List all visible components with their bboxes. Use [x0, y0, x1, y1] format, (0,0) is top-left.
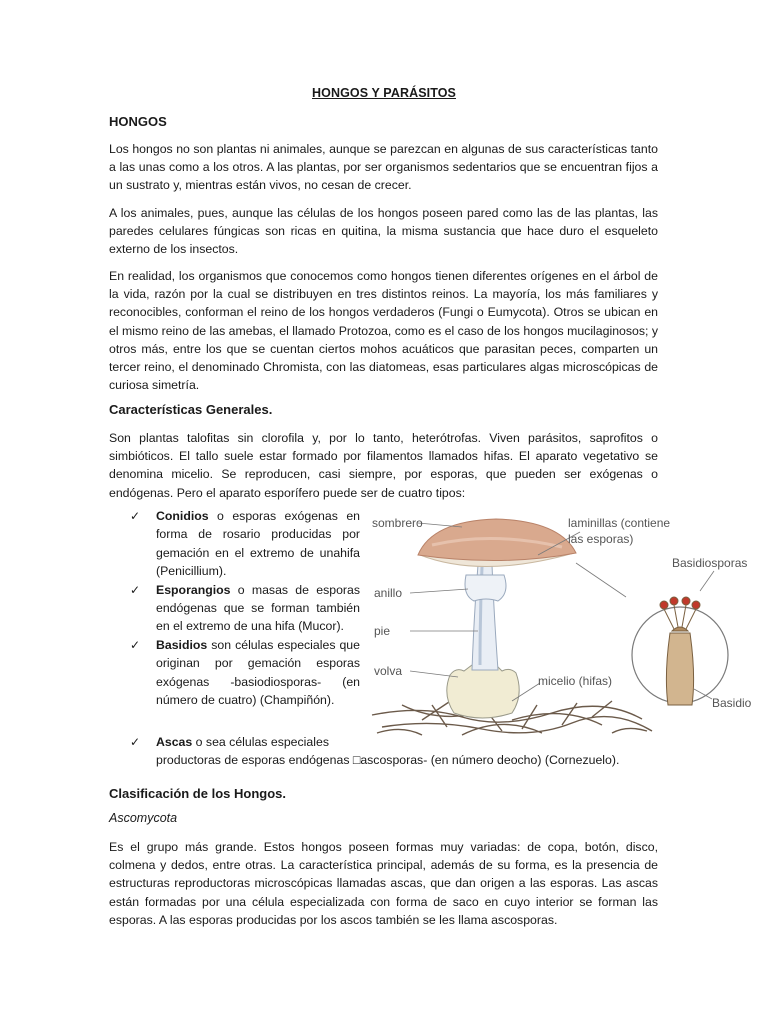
list-item-continuation: productoras de esporas endógenas □ascosporas- (en número deocho) (Cornezuelo). [156, 753, 620, 767]
list-item-term: Conidios [156, 509, 209, 523]
paragraph-ascomycota: Es el grupo más grande. Estos hongos poseen formas muy variadas: de copa, botón, disco, colmena y dedos, entre otras. La característica principal, además de su forma, es la presencia de estructuras reproductoras microscópicas llamadas ascas, que dan origen a las esporas. Las ascas están formadas por una célula especializada con forma de saco en cuyo interior se forman las esporas. A las esporas producidas por los ascos también se les llama ascosporas. [109, 840, 658, 927]
section-heading-hongos: HONGOS [109, 114, 167, 129]
list-item-term: Ascas [156, 735, 193, 749]
check-icon: ✓ [130, 637, 141, 652]
list-item-term: Basidios [156, 637, 208, 652]
mushroom-illustration [362, 505, 762, 755]
check-icon: ✓ [130, 509, 141, 523]
list-item [130, 733, 370, 751]
label-micelio: micelio (hifas) [538, 674, 613, 688]
list-item-text: o esporas exógenas en forma de rosario producidas por gemación en el extremo de unahifa (Penicillium). [156, 509, 360, 579]
label-laminillas-2: las esporas) [568, 532, 634, 546]
list-item [130, 507, 360, 581]
list-item [130, 581, 360, 636]
mushroom-diagram [362, 505, 762, 755]
list-item-text: o sea células especiales [192, 735, 329, 749]
section-heading-caracteristicas: Características Generales. [109, 402, 273, 417]
spore-types-list [130, 507, 360, 709]
list-item-text: son células especiales que originan por gemación esporas exógenas -basiodiosporas- (en número de cuatro) (Champiñón). [156, 637, 360, 708]
basidium-shape [666, 633, 693, 705]
section-heading-clasificacion: Clasificación de los Hongos. [109, 786, 286, 801]
paragraph-2: A los animales, pues, aunque las células de los hongos poseen pared como las de las plantas, las paredes celulares fúngicas son ricas en quitina, la misma sustancia que hace duro el esqueleto externo de los insectos. [109, 206, 658, 257]
paragraph-1: Los hongos no son plantas ni animales, aunque se parezcan en algunas de sus características tanto a las unas como a los otros. A las plantas, por ser organismos sedentarios que se encuentran fijos a un sustrato y, mientras están vivos, no cesan de crecer. [109, 142, 658, 193]
document-title: HONGOS Y PARÁSITOS [312, 86, 456, 100]
check-icon: ✓ [130, 582, 141, 597]
list-item-term: Esporangios [156, 582, 231, 597]
label-pie: pie [374, 624, 391, 638]
label-volva: volva [374, 664, 403, 678]
subsection-heading-ascomycota: Ascomycota [109, 811, 178, 825]
label-laminillas-1: laminillas (contiene [568, 516, 671, 530]
label-sombrero: sombrero [372, 516, 423, 530]
paragraph-3: En realidad, los organismos que conocemos como hongos tienen diferentes orígenes en el árbol de la vida, razón por la cual se distribuyen en tres distintos reinos. La mayoría, los más familiares y reconocibles, conforman el reino de los hongos verdaderos (Fungi o Eumycota). Otros se ubican en el mismo reino de las amebas, el llamado Protozoa, como es el caso de los hongos mucilaginosos; y otros más, entre los que se cuentan ciertos mohos acuáticos que parasitan peces, comparten un tercer reino, el denominado Chromista, con las diatomeas, esas particulares algas microscópicas de curiosa simetría. [109, 269, 658, 393]
ring-shape [465, 575, 506, 601]
list-item [130, 636, 360, 710]
label-basidiosporas: Basidiosporas [672, 556, 748, 570]
check-icon: ✓ [130, 735, 141, 749]
paragraph-caracteristicas: Son plantas talofitas sin clorofila y, por lo tanto, heterótrofas. Viven parásitos, saprofitos o simbióticos. El tallo suele estar formado por filamentos llamados hifas. El aparato vegetativo se denomina micelio. Se reproducen, casi siempre, por esporas, que pueden ser exógenas o endógenas. Pero el aparato esporífero puede ser de cuatro tipos: [109, 431, 658, 500]
volva-shape [447, 665, 519, 718]
list-item-text: o masas de esporas endógenas que se forman también en el extremo de una hifa (Mucor). [156, 582, 360, 634]
label-basidio: Basidio [712, 696, 752, 710]
label-anillo: anillo [374, 586, 403, 600]
